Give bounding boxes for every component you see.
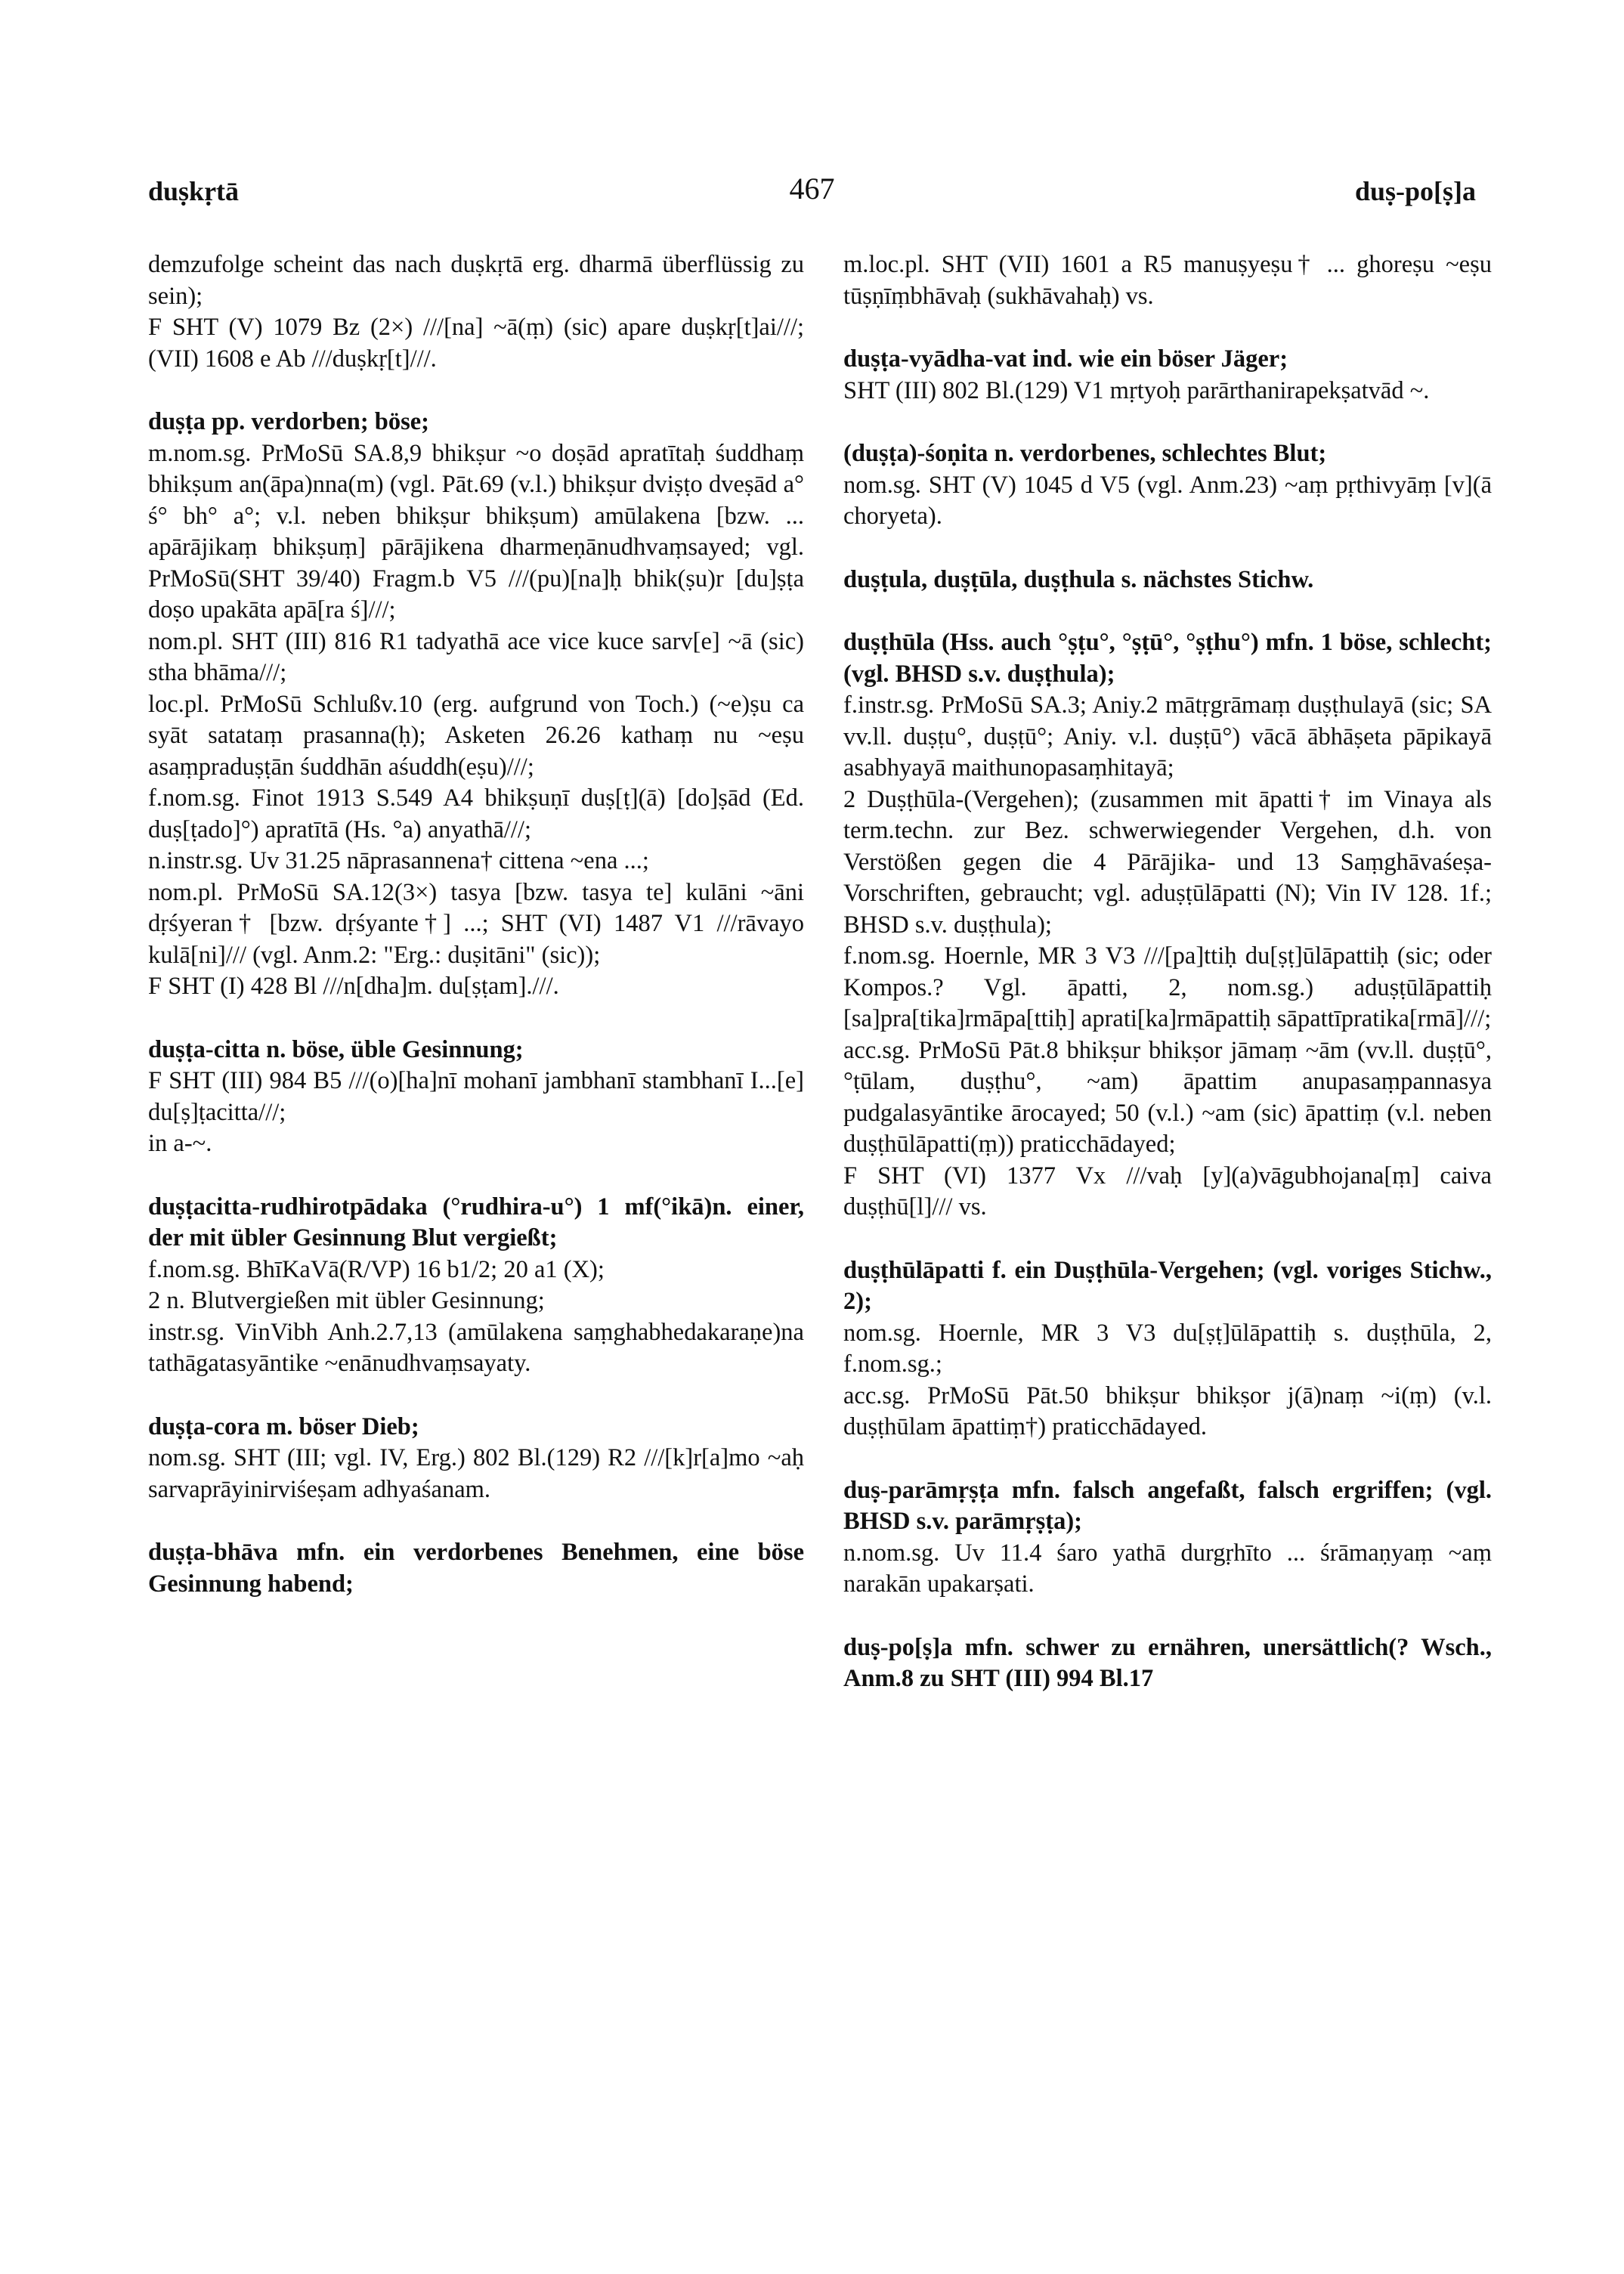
entry-text: F SHT (VI) 1377 Vx ///vaḥ [y](a)vāgubhojana[ṃ] caiva duṣṭhū[l]/// vs. [843,1162,1492,1221]
headword: duṣṭula, duṣṭūla, duṣṭhula s. nächstes Stichw. [843,565,1314,593]
entry-text: demzufolge scheint das nach duṣkṛtā erg. dharmā überflüssig zu sein); [148,251,804,310]
entry-text: 2 Duṣṭhūla-(Vergehen); (zusammen mit āpatti† im Vinaya als term.techn. zur Bez. schwerwiegender Vergehen, d.h. von Verstößen gegen die 4 Pārājika- und 13 Saṃghāvaśeṣa-Vorschriften, gebraucht; vgl. aduṣṭūlāpatti (N); Vin IV 128. 1f.; BHSD s.v. duṣṭhula); [843,785,1492,939]
entry-text: acc.sg. PrMoSū Pāt.50 bhikṣur bhikṣor j(ā)naṃ ~i(ṃ) (v.l. duṣṭhūlam āpattiṃ†) praticchādayed. [843,1381,1492,1440]
entry-text: f.nom.sg. Hoernle, MR 3 V3 ///[pa]ttiḥ du[ṣṭ]ūlāpattiḥ (sic; oder Kompos.? Vgl. āpatti, 2, nom.sg.) aduṣṭūlāpattiḥ [sa]pra[tika]rmāpa[ttiḥ] aprati[ka]rmāpattiḥ sāpattīpratika[rmā]///; [843,942,1492,1032]
entry-text: nom.sg. SHT (III; vgl. IV, Erg.) 802 Bl.(129) R2 ///[k]r[a]mo ~aḥ sarvaprāyinirviśeṣam adhyaśanam. [148,1444,804,1503]
entry-text: n.instr.sg. Uv 31.25 nāprasannena† cittena ~ena ...; [148,847,649,874]
headword: duṣṭa-cora m. böser Dieb; [148,1412,419,1440]
entry-text: acc.sg. PrMoSū Pāt.8 bhikṣur bhikṣor jāmaṃ ~ām (vv.ll. duṣṭū°, °ṭūlam, duṣṭhu°, ~am) āpattim anupasaṃpannasya pudgalasyāntike ārocayed; 50 (v.l.) ~am (sic) āpattiṃ (v.l. neben duṣṭhūlāpatti(ṃ)) praticchādayed; [843,1036,1492,1158]
headword: duṣ-parāmṛṣṭa mfn. falsch angefaßt, falsch ergriffen; (vgl. BHSD s.v. parāmṛṣṭa); [843,1476,1492,1535]
entry-text: nom.pl. SHT (III) 816 R1 tadyathā ace vice kuce sarv[e] ~ā (sic) stha bhāma///; [148,627,804,686]
right-column [843,249,1492,1695]
entry-text: F SHT (III) 984 B5 ///(o)[ha]nī mohanī jambhanī stambhanī I...[e] du[ṣ]ṭacitta///; [148,1067,804,1126]
entry-text: nom.sg. Hoernle, MR 3 V3 du[ṣṭ]ūlāpattiḥ s. duṣṭhūla, 2, f.nom.sg.; [843,1319,1492,1378]
headword: duṣṭa-bhāva mfn. ein verdorbenes Benehmen, eine böse Gesinnung habend; [148,1539,804,1598]
entry-text: F SHT (V) 1079 Bz (2×) ///[na] ~ā(ṃ) (sic) apare duṣkṛ[t]ai///; (VII) 1608 e Ab ///duṣkṛ[t]///. [148,314,804,373]
entry-text: SHT (III) 802 Bl.(129) V1 mṛtyoḥ parārthanirapekṣatvād ~. [843,376,1430,404]
entry-text: 2 n. Blutvergießen mit übler Gesinnung; [148,1287,545,1314]
entry-text: n.nom.sg. Uv 11.4 śaro yathā durgṛhīto ... śrāmaṇyaṃ ~aṃ narakān upakarṣati. [843,1539,1492,1598]
headword: (duṣṭa)-śoṇita n. verdorbenes, schlechtes Blut; [843,440,1327,467]
headword: duṣṭa-citta n. böse, üble Gesinnung; [148,1035,524,1063]
entry-text: F SHT (I) 428 Bl ///n[dha]m. du[ṣṭam].///. [148,973,559,1000]
entry-text: f.nom.sg. BhīKaVā(R/VP) 16 b1/2; 20 a1 (X); [148,1255,605,1283]
entry-text: instr.sg. VinVibh Anh.2.7,13 (amūlakena saṃghabhedakaraṇe)na tathāgatasyāntike ~enānudhvaṃsayaty. [148,1318,804,1377]
headword: duṣṭhūla (Hss. auch °ṣṭu°, °ṣṭū°, °ṣṭhu°) mfn. 1 böse, schlecht; (vgl. BHSD s.v. duṣṭhula); [843,629,1492,688]
headword: duṣṭhūlāpatti f. ein Duṣṭhūla-Vergehen; (vgl. voriges Stichw., 2); [843,1256,1492,1315]
entry-text: m.nom.sg. PrMoSū SA.8,9 bhikṣur ~o doṣād apratītaḥ śuddhaṃ bhikṣum an(āpa)nna(m) (vgl. Pāt.69 (v.l.) bhikṣur dviṣṭo dveṣād a° ś° bh° a°; v.l. neben bhikṣur bhikṣum) amūlakena [bzw. ... apārājikaṃ bhikṣuṃ] pārājikena dharmeṇānudhvaṃsayed; vgl. PrMoSū(SHT 39/40) Fragm.b V5 ///(pu)[na]ḥ bhik(ṣu)r [du]ṣṭa doṣo upakāta apā[ra ś]///; [148,439,804,623]
running-head-right: duṣ-po[ṣ]a [1354,176,1476,206]
running-head-left: duṣkṛtā [148,176,240,206]
entry-text: f.nom.sg. Finot 1913 S.549 A4 bhikṣuṇī duṣ[ṭ](ā) [do]ṣād (Ed. duṣ[ṭado]°) apratītā (Hs. °a) anyathā///; [148,784,804,843]
headword: duṣṭa pp. verdorben; böse; [148,408,429,435]
left-column [148,249,804,1600]
headword: duṣṭacitta-rudhirotpādaka (°rudhira-u°) 1 mf(°ikā)n. einer, der mit übler Gesinnung Blut vergießt; [148,1193,804,1251]
headword: duṣ-po[ṣ]a mfn. schwer zu ernähren, unersättlich(? Wsch., Anm.8 zu SHT (III) 994 Bl.17 [843,1633,1492,1692]
entry-text: nom.sg. SHT (V) 1045 d V5 (vgl. Anm.23) ~aṃ pṛthivyāṃ [v](ā choryeta). [843,471,1492,530]
entry-text: nom.pl. PrMoSū SA.12(3×) tasya [bzw. tasya te] kulāni ~āni dṛśyeran† [bzw. dṛśyante†] ...; SHT (VI) 1487 V1 ///rāvayo kulā[ni]/// (vgl. Anm.2: "Erg.: duṣitāni" (sic)); [148,878,804,969]
entry-text: m.loc.pl. SHT (VII) 1601 a R5 manuṣyeṣu† ... ghoreṣu ~eṣu tūṣṇīṃbhāvaḥ (sukhāvahaḥ) vs. [843,251,1492,310]
entry-text: in a-~. [148,1130,212,1157]
entry-text: f.instr.sg. PrMoSū SA.3; Aniy.2 mātṛgrāmaṃ duṣṭhulayā (sic; SA vv.ll. duṣṭu°, duṣṭū°; Aniy. v.l. duṣṭū°) vācā ābhāṣeta pāpikayā asabhyayā maithunopasaṃhitayā; [843,691,1492,781]
page-number: 467 [789,172,835,206]
entry-text: loc.pl. PrMoSū Schlußv.10 (erg. aufgrund von Toch.) (~e)ṣu ca syāt satataṃ prasanna(ḥ); Asketen 26.26 kathaṃ nu ~eṣu asaṃpraduṣṭān śuddhān aśuddh(eṣu)///; [148,690,804,781]
headword: duṣṭa-vyādha-vat ind. wie ein böser Jäger; [843,345,1288,373]
